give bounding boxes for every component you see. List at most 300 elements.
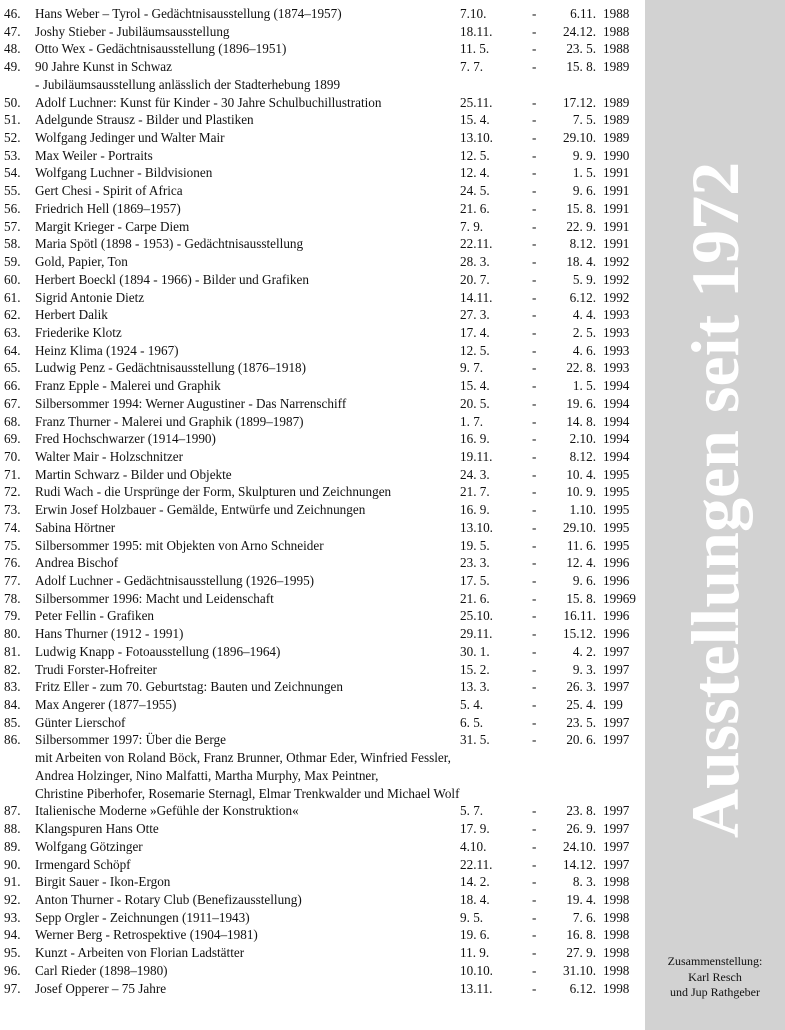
exhibition-title: Erwin Josef Holzbauer - Gemälde, Entwürfe und Zeichnungen	[35, 502, 366, 518]
exhibition-row	[4, 590, 644, 608]
entry-number: 90.	[4, 856, 21, 872]
start-date: 17. 5.	[460, 573, 490, 588]
exhibition-title: Anton Thurner - Rotary Club (Benefizausstellung)	[35, 891, 302, 907]
start-date: 16. 9.	[460, 502, 490, 518]
year: 1993	[603, 342, 630, 358]
exhibition-title: Herbert Dalik	[35, 307, 108, 323]
entry-number: 88.	[4, 821, 21, 837]
date-separator: -	[532, 643, 537, 659]
entry-number: 87.	[4, 803, 21, 819]
date-separator: -	[532, 484, 537, 500]
year: 1998	[603, 980, 630, 996]
end-date: 4. 2.	[572, 643, 596, 659]
exhibition-row	[4, 94, 644, 112]
end-date: 19. 6.	[566, 395, 596, 411]
date-separator: -	[532, 395, 537, 411]
entry-number: 62.	[4, 307, 21, 323]
end-date: 4. 6.	[572, 342, 596, 358]
entry-number: 91.	[4, 874, 21, 890]
start-date: 11. 5.	[460, 41, 490, 57]
date-separator: -	[532, 679, 537, 695]
exhibition-row	[4, 572, 644, 590]
exhibition-row	[4, 5, 644, 23]
entry-number: 69.	[4, 431, 21, 447]
exhibition-row	[4, 377, 644, 395]
exhibition-title: Adelgunde Strausz - Bilder und Plastiken	[35, 112, 254, 128]
end-date: 2.10.	[569, 431, 596, 447]
exhibition-title: Italienische Moderne »Gefühle der Konstruktion«	[35, 803, 299, 819]
start-date: 24. 5.	[460, 183, 490, 199]
exhibition-title: Friederike Klotz	[35, 324, 122, 340]
start-date: 4.10.	[460, 838, 487, 854]
exhibition-title: Carl Rieder (1898–1980)	[35, 962, 168, 978]
exhibition-row	[4, 164, 644, 182]
exhibition-title: Kunzt - Arbeiten von Florian Ladstätter	[35, 945, 245, 961]
date-separator: -	[532, 41, 537, 57]
entry-number: 75.	[4, 537, 21, 553]
entry-number: 89.	[4, 838, 21, 854]
end-date: 1. 5.	[572, 165, 596, 181]
date-separator: -	[532, 821, 537, 837]
exhibition-row	[4, 289, 644, 307]
exhibition-title: Andrea Bischof	[35, 555, 119, 571]
entry-number: 70.	[4, 448, 21, 464]
entry-number: 64.	[4, 342, 21, 358]
end-date: 6.12.	[569, 980, 596, 996]
start-date: 21. 7.	[460, 484, 490, 500]
sidebar-panel	[645, 0, 785, 1030]
exhibition-title: Wolfgang Luchner - Bildvisionen	[35, 165, 213, 181]
year: 1994	[603, 378, 630, 394]
end-date: 1.10.	[569, 502, 596, 518]
entry-number: 52.	[4, 130, 21, 146]
exhibition-title: Otto Wex - Gedächtnisausstellung (1896–1951)	[35, 41, 287, 57]
year: 1990	[603, 147, 630, 163]
year: 1997	[603, 679, 630, 695]
year: 1989	[603, 112, 630, 128]
exhibition-title: Fritz Eller - zum 70. Geburtstag: Bauten und Zeichnungen	[35, 679, 343, 695]
date-separator: -	[532, 147, 537, 163]
end-date: 15. 8.	[566, 59, 596, 75]
exhibition-title: Martin Schwarz - Bilder und Objekte	[35, 466, 232, 482]
exhibition-title: Max Weiler - Portraits	[35, 147, 153, 163]
exhibition-row	[4, 413, 644, 431]
exhibition-row	[4, 76, 644, 94]
year: 1997	[603, 856, 630, 872]
date-separator: -	[532, 200, 537, 216]
entry-number: 68.	[4, 413, 21, 429]
exhibition-row	[4, 23, 644, 41]
exhibition-title: Irmengard Schöpf	[35, 856, 131, 872]
end-date: 1. 5.	[572, 378, 596, 394]
entry-number: 49.	[4, 59, 21, 75]
entry-number: 77.	[4, 573, 21, 588]
entry-number: 80.	[4, 626, 21, 642]
entry-number: 66.	[4, 378, 21, 394]
start-date: 13. 3.	[460, 679, 490, 695]
date-separator: -	[532, 466, 537, 482]
year: 1995	[603, 502, 630, 518]
date-separator: -	[532, 218, 537, 234]
exhibition-row	[4, 661, 644, 679]
exhibition-title: Gold, Papier, Ton	[35, 254, 128, 270]
start-date: 14. 2.	[460, 874, 490, 890]
entry-number: 84.	[4, 697, 21, 713]
year: 1989	[603, 130, 630, 146]
date-separator: -	[532, 519, 537, 535]
exhibition-row	[4, 519, 644, 537]
start-date: 6. 5.	[460, 714, 484, 730]
exhibition-title: Silbersommer 1997: Über die Berge	[35, 732, 226, 748]
exhibition-title: Heinz Klima (1924 - 1967)	[35, 342, 179, 358]
start-date: 20. 7.	[460, 271, 490, 287]
year: 1991	[603, 165, 630, 181]
date-separator: -	[532, 555, 537, 571]
exhibition-row	[4, 944, 644, 962]
start-date: 12. 5.	[460, 342, 490, 358]
date-separator: -	[532, 289, 537, 305]
end-date: 15. 8.	[566, 200, 596, 216]
year: 1997	[603, 838, 630, 854]
year: 1991	[603, 218, 630, 234]
date-separator: -	[532, 502, 537, 518]
start-date: 7. 7.	[460, 59, 484, 75]
start-date: 21. 6.	[460, 200, 490, 216]
year: 1988	[603, 23, 630, 39]
end-date: 9. 6.	[572, 573, 596, 588]
year: 1997	[603, 643, 630, 659]
year: 1998	[603, 909, 630, 925]
end-date: 22. 8.	[566, 360, 596, 376]
entry-number: 72.	[4, 484, 21, 500]
start-date: 15. 4.	[460, 112, 490, 128]
exhibition-title: Andrea Holzinger, Nino Malfatti, Martha Murphy, Max Peintner,	[35, 767, 379, 783]
date-separator: -	[532, 59, 537, 75]
entry-number: 50.	[4, 94, 21, 110]
year: 1991	[603, 200, 630, 216]
end-date: 11. 6.	[566, 537, 596, 553]
start-date: 16. 9.	[460, 431, 490, 447]
end-date: 15. 8.	[566, 590, 596, 606]
year: 1998	[603, 945, 630, 961]
entry-number: 59.	[4, 254, 21, 270]
end-date: 16.11.	[563, 608, 596, 624]
exhibition-row	[4, 483, 644, 501]
entry-number: 78.	[4, 590, 21, 606]
exhibition-row	[4, 767, 644, 785]
entry-number: 94.	[4, 927, 21, 943]
exhibition-title: Hans Weber – Tyrol - Gedächtnisausstellung (1874–1957)	[35, 6, 342, 21]
exhibition-row	[4, 182, 644, 200]
end-date: 26. 3.	[566, 679, 596, 695]
exhibition-row	[4, 537, 644, 555]
end-date: 9. 9.	[572, 147, 596, 163]
end-date: 23. 5.	[566, 41, 596, 57]
end-date: 12. 4.	[566, 555, 596, 571]
entry-number: 71.	[4, 466, 21, 482]
date-separator: -	[532, 661, 537, 677]
end-date: 9. 3.	[572, 661, 596, 677]
year: 19969	[603, 590, 636, 606]
exhibition-row	[4, 501, 644, 519]
start-date: 27. 3.	[460, 307, 490, 323]
date-separator: -	[532, 413, 537, 429]
exhibition-row	[4, 129, 644, 147]
start-date: 18. 4.	[460, 891, 490, 907]
year: 1997	[603, 732, 630, 748]
exhibition-row	[4, 554, 644, 572]
start-date: 9. 7.	[460, 360, 484, 376]
credits-line: Karl Resch	[688, 969, 742, 984]
year: 1989	[603, 59, 630, 75]
year: 1996	[603, 626, 630, 642]
exhibition-row	[4, 891, 644, 909]
year: 1993	[603, 307, 630, 323]
year: 1992	[603, 289, 630, 305]
start-date: 24. 3.	[460, 466, 490, 482]
entry-number: 51.	[4, 112, 21, 128]
date-separator: -	[532, 183, 537, 199]
exhibition-row	[4, 873, 644, 891]
exhibition-row	[4, 200, 644, 218]
year: 1995	[603, 484, 630, 500]
exhibition-title: Josef Opperer – 75 Jahre	[35, 980, 167, 996]
start-date: 10.10.	[460, 962, 493, 978]
exhibition-title: Sepp Orgler - Zeichnungen (1911–1943)	[35, 909, 250, 925]
date-separator: -	[532, 962, 537, 978]
end-date: 9. 6.	[572, 183, 596, 199]
exhibition-row	[4, 909, 644, 927]
year: 1996	[603, 573, 630, 588]
end-date: 8.12.	[569, 448, 596, 464]
end-date: 6.11.	[570, 6, 596, 21]
end-date: 20. 6.	[566, 732, 596, 748]
end-date: 10. 4.	[566, 466, 596, 482]
credits-line: Zusammenstellung:	[667, 954, 763, 968]
exhibition-list	[4, 5, 644, 997]
year: 1991	[603, 183, 630, 199]
end-date: 10. 9.	[566, 484, 596, 500]
start-date: 29.11.	[460, 626, 493, 642]
start-date: 28. 3.	[460, 254, 490, 270]
exhibition-title: Silbersommer 1996: Macht und Leidenschaft	[35, 590, 274, 606]
exhibition-title: Wolfgang Jedinger und Walter Mair	[35, 130, 225, 146]
year: 1992	[603, 254, 630, 270]
end-date: 15.12.	[563, 626, 596, 642]
exhibition-row	[4, 785, 644, 803]
exhibition-title: Adolf Luchner: Kunst für Kinder - 30 Jahre Schulbuchillustration	[35, 94, 382, 110]
date-separator: -	[532, 342, 537, 358]
start-date: 25.10.	[460, 608, 493, 624]
end-date: 23. 5.	[566, 714, 596, 730]
entry-number: 46.	[4, 6, 21, 21]
year: 1995	[603, 537, 630, 553]
start-date: 19. 5.	[460, 537, 490, 553]
date-separator: -	[532, 94, 537, 110]
exhibition-row	[4, 342, 644, 360]
exhibition-title: Silbersommer 1995: mit Objekten von Arno Schneider	[35, 537, 324, 553]
entry-number: 76.	[4, 555, 21, 571]
exhibition-row	[4, 714, 644, 732]
start-date: 23. 3.	[460, 555, 490, 571]
entry-number: 92.	[4, 891, 21, 907]
exhibition-row	[4, 820, 644, 838]
entry-number: 82.	[4, 661, 21, 677]
end-date: 8.12.	[569, 236, 596, 252]
end-date: 8. 3.	[572, 874, 596, 890]
date-separator: -	[532, 23, 537, 39]
year: 1995	[603, 519, 630, 535]
end-date: 23. 8.	[566, 803, 596, 819]
exhibition-title: Franz Thurner - Malerei und Graphik (1899–1987)	[35, 413, 304, 429]
year: 1997	[603, 821, 630, 837]
end-date: 31.10.	[563, 962, 596, 978]
date-separator: -	[532, 6, 537, 21]
exhibition-title: Birgit Sauer - Ikon-Ergon	[35, 874, 171, 890]
end-date: 7. 5.	[572, 112, 596, 128]
exhibition-row	[4, 962, 644, 980]
year: 1998	[603, 927, 630, 943]
sidebar-title: Ausstellungen seit 1972	[677, 161, 753, 839]
date-separator: -	[532, 945, 537, 961]
exhibition-title: Trudi Forster-Hofreiter	[35, 661, 157, 677]
exhibition-row	[4, 40, 644, 58]
start-date: 9. 5.	[460, 909, 484, 925]
start-date: 15. 4.	[460, 378, 490, 394]
exhibition-row	[4, 448, 644, 466]
date-separator: -	[532, 856, 537, 872]
exhibition-title: - Jubiläumsausstellung anlässlich der Stadterhebung 1899	[35, 76, 341, 92]
year: 1998	[603, 874, 630, 890]
year: 1997	[603, 714, 630, 730]
credits	[645, 954, 785, 1001]
exhibition-row	[4, 324, 644, 342]
entry-number: 63.	[4, 324, 21, 340]
exhibition-title: Friedrich Hell (1869–1957)	[35, 200, 181, 216]
exhibition-row	[4, 271, 644, 289]
start-date: 5. 7.	[460, 803, 484, 819]
entry-number: 93.	[4, 909, 21, 925]
exhibition-row	[4, 625, 644, 643]
entry-number: 86.	[4, 732, 21, 748]
credits-line: und Jup Rathgeber	[670, 985, 760, 999]
date-separator: -	[532, 909, 537, 925]
date-separator: -	[532, 874, 537, 890]
exhibition-row	[4, 643, 644, 661]
entry-number: 58.	[4, 236, 21, 252]
start-date: 12. 5.	[460, 147, 490, 163]
exhibition-title: Sabina Hörtner	[35, 519, 116, 535]
entry-number: 47.	[4, 23, 21, 39]
entry-number: 53.	[4, 147, 21, 163]
end-date: 6.12.	[569, 289, 596, 305]
date-separator: -	[532, 697, 537, 713]
start-date: 31. 5.	[460, 732, 490, 748]
date-separator: -	[532, 165, 537, 181]
exhibition-title: Hans Thurner (1912 - 1991)	[35, 626, 184, 642]
date-separator: -	[532, 714, 537, 730]
entry-number: 60.	[4, 271, 21, 287]
end-date: 17.12.	[563, 94, 596, 110]
end-date: 5. 9.	[572, 271, 596, 287]
end-date: 14.12.	[563, 856, 596, 872]
exhibition-title: Ludwig Knapp - Fotoausstellung (1896–1964)	[35, 643, 281, 659]
exhibition-row	[4, 838, 644, 856]
exhibition-title: Werner Berg - Retrospektive (1904–1981)	[35, 927, 258, 943]
exhibition-row	[4, 696, 644, 714]
exhibition-row	[4, 235, 644, 253]
start-date: 7. 9.	[460, 218, 484, 234]
start-date: 19.11.	[460, 448, 493, 464]
exhibition-title: Klangspuren Hans Otte	[35, 821, 159, 837]
exhibition-row	[4, 253, 644, 271]
year: 1993	[603, 324, 630, 340]
year: 199	[603, 697, 623, 713]
end-date: 24.10.	[563, 838, 596, 854]
date-separator: -	[532, 236, 537, 252]
end-date: 4. 4.	[572, 307, 596, 323]
date-separator: -	[532, 838, 537, 854]
date-separator: -	[532, 431, 537, 447]
date-separator: -	[532, 980, 537, 996]
year: 1995	[603, 466, 630, 482]
start-date: 17. 9.	[460, 821, 490, 837]
date-separator: -	[532, 626, 537, 642]
year: 1992	[603, 271, 630, 287]
exhibition-title: mit Arbeiten von Roland Böck, Franz Brunner, Othmar Eder, Winfried Fessler,	[35, 750, 451, 766]
start-date: 22.11.	[460, 856, 493, 872]
exhibition-row	[4, 731, 644, 749]
entry-number: 57.	[4, 218, 21, 234]
date-separator: -	[532, 307, 537, 323]
end-date: 7. 6.	[572, 909, 596, 925]
exhibition-title: Max Angerer (1877–1955)	[35, 697, 177, 713]
year: 1994	[603, 431, 630, 447]
exhibition-title: Walter Mair - Holzschnitzer	[35, 448, 183, 464]
entry-number: 85.	[4, 714, 21, 730]
date-separator: -	[532, 537, 537, 553]
exhibition-title: Wolfgang Götzinger	[35, 838, 143, 854]
date-separator: -	[532, 608, 537, 624]
entry-number: 73.	[4, 502, 21, 518]
exhibition-row	[4, 218, 644, 236]
date-separator: -	[532, 130, 537, 146]
entry-number: 56.	[4, 200, 21, 216]
exhibition-title: Herbert Boeckl (1894 - 1966) - Bilder und Grafiken	[35, 271, 309, 287]
exhibition-row	[4, 926, 644, 944]
exhibition-title: Silbersommer 1994: Werner Augustiner - Das Narrenschiff	[35, 395, 347, 411]
end-date: 29.10.	[563, 130, 596, 146]
exhibition-row	[4, 395, 644, 413]
end-date: 25. 4.	[566, 697, 596, 713]
start-date: 18.11.	[460, 23, 493, 39]
date-separator: -	[532, 360, 537, 376]
start-date: 25.11.	[460, 94, 493, 110]
date-separator: -	[532, 573, 537, 588]
start-date: 14.11.	[460, 289, 493, 305]
date-separator: -	[532, 448, 537, 464]
exhibition-title: Adolf Luchner - Gedächtnisausstellung (1926–1995)	[35, 573, 315, 588]
exhibition-row	[4, 111, 644, 129]
year: 1994	[603, 413, 630, 429]
exhibition-title: Rudi Wach - die Ursprünge der Form, Skulpturen und Zeichnungen	[35, 484, 392, 500]
entry-number: 97.	[4, 980, 21, 996]
start-date: 12. 4.	[460, 165, 490, 181]
year: 1997	[603, 803, 630, 819]
entry-number: 74.	[4, 519, 21, 535]
date-separator: -	[532, 254, 537, 270]
exhibition-title: Christine Piberhofer, Rosemarie Sternagl, Elmar Trenkwalder und Michael Wolf	[35, 785, 460, 801]
